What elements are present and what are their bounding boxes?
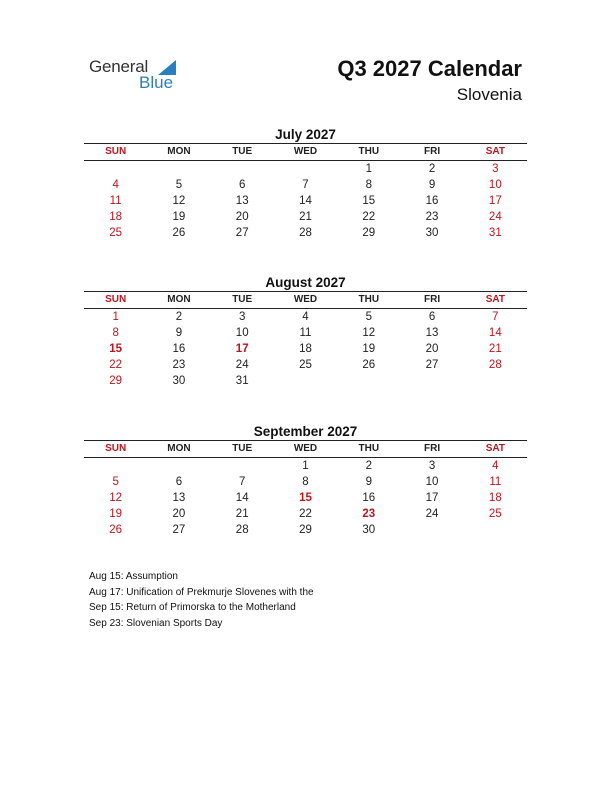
day-cell [400,522,463,538]
holiday-note: Aug 17: Unification of Prekmurje Slovenes with the [89,586,314,598]
day-cell: 9 [428,179,436,191]
day-cell: 24 [235,359,249,371]
day-cell: 10 [488,179,502,191]
day-cell [274,161,337,177]
day-cell: 26 [109,524,123,536]
day-cell: 27 [235,227,249,239]
weekday-header: WED [293,443,318,454]
country-name: Slovenia [456,85,522,104]
day-cell: 27 [172,524,186,536]
weekday-header: THU [358,294,380,305]
day-cell: 3 [428,460,436,472]
day-cell: 15 [362,195,376,207]
day-cell: 1 [365,163,372,175]
day-cell: 13 [425,327,439,339]
day-cell: 5 [112,476,119,488]
day-cell: 15 [109,343,123,355]
day-cell: 7 [492,311,499,323]
weekday-header: THU [358,146,380,157]
day-cell: 28 [235,524,249,536]
weekday-header: SUN [105,443,127,454]
day-cell: 27 [425,359,439,371]
day-cell [400,373,463,389]
weekday-header: FRI [423,443,441,454]
day-cell: 30 [362,524,376,536]
holiday-note: Sep 23: Slovenian Sports Day [89,617,223,629]
logo-text-blue: Blue [139,73,174,92]
day-cell: 9 [365,476,372,488]
weekday-header: SAT [485,443,505,454]
day-cell: 13 [172,492,186,504]
week-row [84,161,527,177]
day-cell: 14 [235,492,249,504]
day-cell: 23 [425,211,439,223]
day-cell: 24 [488,211,502,223]
day-cell: 30 [172,375,186,387]
day-cell: 10 [235,327,249,339]
day-cell: 11 [299,327,312,339]
weekday-header: FRI [423,294,441,305]
day-cell [274,373,337,389]
day-cell: 29 [362,227,376,239]
logo-text-general: General [89,57,149,76]
day-cell: 31 [488,227,502,239]
page-title: Q3 2027 Calendar [337,56,522,81]
week-row [84,474,527,490]
day-cell: 7 [239,476,246,488]
day-cell: 11 [109,195,122,207]
weekday-header: WED [293,294,318,305]
day-cell: 14 [299,195,312,207]
day-cell: 1 [302,460,309,472]
day-cell [211,161,274,177]
week-row [84,458,527,474]
day-cell: 22 [299,508,312,520]
month-block-september [84,423,527,538]
day-cell: 3 [492,163,499,175]
day-cell [147,161,210,177]
day-cell: 23 [362,508,376,520]
weekday-header: MON [167,443,191,454]
weekday-header: THU [358,443,380,454]
holiday-notes [89,569,314,631]
day-cell: 18 [299,343,312,355]
week-row [84,522,527,538]
day-cell: 25 [488,508,502,520]
day-cell: 6 [239,179,246,191]
day-cell: 8 [365,179,372,191]
weekday-header: SAT [485,146,505,157]
day-cell: 25 [299,359,312,371]
day-cell: 12 [109,492,123,504]
day-cell: 4 [492,460,499,472]
weekday-header: SAT [485,294,505,305]
day-cell: 17 [425,492,439,504]
month-title: September 2027 [253,424,358,439]
day-cell: 23 [172,359,186,371]
weekday-header: TUE [232,146,253,157]
day-cell [147,458,210,474]
day-cell: 17 [488,195,502,207]
day-cell: 8 [302,476,309,488]
weekday-header: TUE [232,294,253,305]
week-row [84,325,527,341]
month-title: July 2027 [275,127,336,142]
day-cell: 21 [299,211,312,223]
week-row [84,341,527,357]
day-cell: 4 [302,311,309,323]
day-cell [84,161,147,177]
day-cell: 30 [425,227,439,239]
month-title: August 2027 [265,275,346,290]
day-cell: 4 [112,179,119,191]
day-cell: 28 [299,227,312,239]
day-cell: 1 [112,311,119,323]
weekday-header: SUN [105,294,127,305]
day-cell: 18 [488,492,502,504]
day-cell: 7 [302,179,309,191]
day-cell: 21 [235,508,249,520]
day-cell: 16 [362,492,376,504]
day-cell: 26 [172,227,186,239]
day-cell [337,373,400,389]
day-cell: 14 [488,327,502,339]
day-cell: 9 [175,327,183,339]
day-cell: 5 [175,179,183,191]
week-row [84,373,527,389]
day-cell: 10 [425,476,439,488]
week-row [84,490,527,506]
weekday-header: SUN [105,146,127,157]
day-cell: 28 [488,359,502,371]
day-cell: 22 [109,359,123,371]
weekday-header: MON [167,146,191,157]
day-cell: 15 [299,492,312,504]
day-cell: 16 [425,195,439,207]
week-row [84,225,527,241]
week-row [84,177,527,193]
week-row [84,309,527,325]
day-cell: 2 [175,311,183,323]
day-cell: 18 [109,211,123,223]
day-cell: 6 [175,476,183,488]
day-cell: 13 [235,195,249,207]
holiday-note: Aug 15: Assumption [89,571,178,582]
weekday-header: WED [293,146,318,157]
day-cell: 17 [235,343,249,355]
day-cell: 22 [362,211,376,223]
day-cell: 29 [299,524,312,536]
week-row [84,506,527,522]
day-cell [84,458,147,474]
weekday-header-row [84,143,527,161]
day-cell: 3 [239,311,246,323]
weekday-header: FRI [423,146,441,157]
week-row [84,357,527,373]
day-cell: 24 [425,508,439,520]
day-cell: 5 [365,311,372,323]
day-cell: 12 [362,327,376,339]
day-cell [211,458,274,474]
day-cell: 25 [109,227,123,239]
week-row [84,209,527,225]
day-cell: 12 [172,195,186,207]
day-cell [464,373,527,389]
day-cell: 19 [172,211,186,223]
holiday-note: Sep 15: Return of Primorska to the Motherland [89,602,296,613]
month-block-august [84,274,527,389]
day-cell: 20 [425,343,439,355]
day-cell: 29 [109,375,123,387]
generalblue-logo [89,57,189,93]
day-cell: 19 [362,343,376,355]
weekday-header-row [84,291,527,309]
weekday-header: MON [167,294,191,305]
day-cell: 2 [365,460,372,472]
day-cell: 19 [109,508,123,520]
day-cell: 31 [235,375,249,387]
weekday-header: TUE [232,443,253,454]
day-cell: 8 [112,327,119,339]
day-cell: 6 [428,311,436,323]
day-cell: 11 [489,476,502,488]
weekday-header-row [84,440,527,458]
day-cell: 2 [428,163,436,175]
week-row [84,193,527,209]
day-cell: 20 [235,211,249,223]
day-cell: 16 [172,343,186,355]
day-cell: 21 [488,343,502,355]
day-cell: 26 [362,359,376,371]
month-block-july [84,126,527,241]
day-cell: 20 [172,508,186,520]
day-cell [464,522,527,538]
